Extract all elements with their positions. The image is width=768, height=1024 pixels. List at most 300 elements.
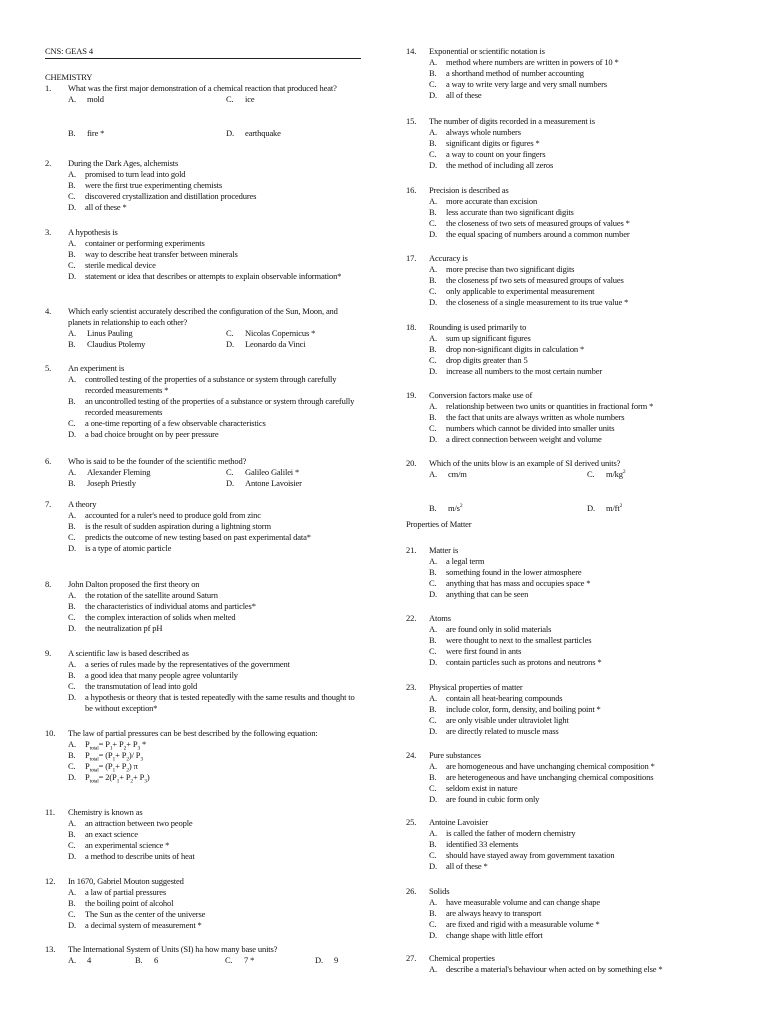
option-letter: D. (68, 202, 76, 212)
question-12 (45, 876, 361, 931)
question-5 (45, 363, 361, 440)
formula-text (85, 761, 361, 772)
formula-part: )/ P (128, 750, 141, 760)
option-text: 4 (87, 955, 92, 965)
option-letter: B. (429, 704, 437, 714)
option-text: drop non-significant digits in calculation * (446, 344, 585, 354)
answer-option (45, 829, 361, 840)
option-text: an attraction between two people (85, 818, 193, 828)
question-text: Atoms (429, 613, 451, 623)
option-letter: C. (429, 646, 437, 656)
answer-option (45, 543, 361, 554)
answer-option (406, 286, 726, 297)
answer-option (406, 704, 726, 715)
option-text: significant digits or figures * (446, 138, 540, 148)
option-letter: B. (429, 412, 437, 422)
answer-option (45, 396, 361, 418)
option-letter: A. (68, 818, 76, 828)
option-text: Antone Lavoisier (245, 478, 302, 488)
question-stem (406, 545, 726, 556)
option-letter: B. (68, 478, 76, 488)
option-letter: C. (429, 783, 437, 793)
formula-part: P (85, 761, 90, 771)
question-stem (45, 728, 361, 739)
question-2 (45, 158, 361, 213)
answer-option (406, 355, 726, 366)
answer-option (45, 532, 361, 543)
formula-part: 3 (140, 756, 143, 763)
option-text: is the result of sudden aspiration during a lightning storm (85, 521, 271, 531)
option-text: discovered crystallization and distillation procedures (85, 191, 257, 201)
option-text: anything that can be seen (446, 589, 529, 599)
option-text: a good idea that many people agree voluntarily (85, 670, 238, 680)
question-stem (406, 46, 726, 57)
option-letter: B. (429, 503, 437, 513)
option-text: The Sun as the center of the universe (85, 909, 206, 919)
formula-part: P (85, 739, 90, 749)
answer-option (45, 920, 361, 931)
option-letter: D. (68, 429, 76, 439)
formula-part: P (85, 750, 90, 760)
option-text: contain all heat-bearing compounds (446, 693, 563, 703)
option-text: a one-time reporting of a few observable characteristics (85, 418, 266, 428)
option-text: promised to turn lead into gold (85, 169, 186, 179)
answer-option (45, 681, 361, 692)
question-number: 3. (45, 227, 52, 237)
option-text: Leonardo da Vinci (245, 339, 306, 349)
question-8 (45, 579, 361, 634)
formula-part: total (89, 745, 99, 752)
formula-part: ) (146, 772, 150, 782)
option-text: were first found in ants (446, 646, 522, 656)
option-letter: D. (429, 229, 437, 239)
question-stem (406, 322, 726, 333)
option-letter: C. (226, 467, 234, 477)
option-text: 7 * (244, 955, 255, 965)
option-text: a direct connection between weight and volume (446, 434, 602, 444)
answer-option (406, 160, 726, 171)
answer-option (406, 839, 726, 850)
question-number: 27. (406, 953, 417, 963)
answer-option (406, 715, 726, 726)
option-letter: A. (68, 659, 76, 669)
question-stem (406, 817, 726, 828)
question-number: 6. (45, 456, 52, 466)
question-stem (406, 253, 726, 264)
option-letter: C. (226, 328, 234, 338)
option-text: more precise than two significant digits (446, 264, 575, 274)
option-letter: C. (429, 79, 437, 89)
option-letter: D. (68, 623, 76, 633)
option-letter: B. (68, 829, 76, 839)
question-7 (45, 499, 361, 554)
question-9 (45, 648, 361, 714)
unit-exponent: 2 (619, 503, 623, 510)
question-6 (45, 456, 361, 489)
formula-text (85, 739, 361, 750)
option-letter: D. (429, 366, 437, 376)
answer-option (406, 930, 726, 941)
option-letter: C. (68, 840, 76, 850)
question-3 (45, 227, 361, 282)
option-text: increase all numbers to the most certain number (446, 366, 603, 376)
option-text: only applicable to experimental measurement (446, 286, 595, 296)
question-text: The number of digits recorded in a measurement is (429, 116, 595, 126)
option-letter: B. (68, 670, 76, 680)
formula-part: 2 (126, 767, 129, 774)
option-letter: D. (429, 930, 437, 940)
option-text: a law of partial pressures (85, 887, 167, 897)
option-text: have measurable volume and can change shape (446, 897, 601, 907)
question-number: 25. (406, 817, 417, 827)
question-stem (45, 83, 361, 94)
option-text: the transmutation of lead into gold (85, 681, 198, 691)
formula-part: + P (115, 761, 127, 771)
option-letter: A. (429, 401, 437, 411)
option-text: controlled testing of the properties of a substance or system through carefully recorded measurements * (85, 374, 337, 395)
formula-option (45, 739, 361, 750)
answer-option (45, 429, 361, 440)
question-number: 26. (406, 886, 417, 896)
option-text: are found in cubic form only (446, 794, 540, 804)
option-text: an experimental science * (85, 840, 170, 850)
option-text: are only visible under ultraviolet light (446, 715, 569, 725)
option-text: the equal spacing of numbers around a common number (446, 229, 630, 239)
option-letter: D. (429, 297, 437, 307)
answer-option (45, 374, 361, 396)
answer-option (406, 196, 726, 207)
formula-part: * (140, 739, 147, 749)
option-text: the closeness of a single measurement to its true value * (446, 297, 629, 307)
option-text: all of these (446, 90, 482, 100)
option-letter: B. (135, 955, 143, 965)
formula-part: ) π (128, 761, 138, 771)
question-stem (406, 953, 726, 964)
unit-text: m/s (448, 503, 460, 513)
answer-option (226, 128, 376, 139)
header-rule (45, 58, 361, 59)
option-letter: C. (68, 260, 76, 270)
option-letter: A. (68, 739, 76, 749)
course-header: CNS: GEAS 4 (45, 46, 93, 56)
option-text: the closeness pf two sets of measured groups of values (446, 275, 624, 285)
formula-part: 2 (126, 756, 129, 763)
option-text: sum up significant figures (446, 333, 531, 343)
question-stem (45, 306, 361, 328)
question-24 (406, 750, 726, 805)
answer-option (68, 955, 135, 966)
option-letter: D. (587, 503, 595, 513)
option-text: the boiling point of alcohol (85, 898, 174, 908)
answer-option (406, 861, 726, 872)
question-stem (45, 158, 361, 169)
option-text: change shape with little effort (446, 930, 543, 940)
answer-option (406, 624, 726, 635)
option-text: were the first true experimenting chemists (85, 180, 222, 190)
option-text: all of these * (85, 202, 127, 212)
answer-option (406, 772, 726, 783)
option-letter: D. (68, 271, 76, 281)
formula-part: total (89, 778, 99, 785)
question-1 (45, 83, 361, 139)
option-text: something found in the lower atmosphere (446, 567, 582, 577)
option-text: the characteristics of individual atoms and particles* (85, 601, 256, 611)
answer-option (45, 169, 361, 180)
option-letter: A. (429, 127, 437, 137)
option-letter: B. (429, 207, 437, 217)
option-text: are found only in solid materials (446, 624, 552, 634)
option-letter: B. (429, 344, 437, 354)
question-number: 24. (406, 750, 417, 760)
option-letter: D. (68, 692, 76, 702)
answer-option (406, 423, 726, 434)
question-number: 23. (406, 682, 417, 692)
question-text: A theory (68, 499, 97, 509)
answer-option (406, 366, 726, 377)
answer-option (68, 467, 226, 478)
option-text: Joseph Priestly (87, 478, 136, 488)
answer-option (406, 333, 726, 344)
question-stem (45, 944, 361, 955)
answer-option (429, 503, 587, 514)
option-text: Alexander Fleming (87, 467, 151, 477)
question-text: A scientific law is based described as (68, 648, 189, 658)
question-number: 8. (45, 579, 52, 589)
option-letter: A. (68, 328, 76, 338)
option-letter: B. (429, 839, 437, 849)
option-letter: B. (429, 567, 437, 577)
question-21 (406, 545, 726, 600)
option-letter: A. (429, 624, 437, 634)
answer-option (406, 434, 726, 445)
formula-part: P (85, 772, 90, 782)
question-number: 18. (406, 322, 417, 332)
option-letter: B. (429, 635, 437, 645)
formula-part: total (89, 767, 99, 774)
question-text: Chemical properties (429, 953, 495, 963)
option-letter: B. (429, 772, 437, 782)
question-number: 5. (45, 363, 52, 373)
option-text (448, 469, 467, 480)
formula-part: 1 (112, 756, 116, 763)
formula-part: 1 (116, 778, 120, 785)
question-text: In 1670, Gabriel Mouton suggested (68, 876, 184, 886)
question-17 (406, 253, 726, 308)
question-text: A hypothesis is (68, 227, 118, 237)
question-16 (406, 185, 726, 240)
option-letter: D. (68, 851, 76, 861)
option-text: anything that has mass and occupies space * (446, 578, 591, 588)
question-number: 1. (45, 83, 52, 93)
question-text: The law of partial pressures can be best described by the following equation: (68, 728, 318, 738)
option-letter: A. (68, 590, 76, 600)
answer-option (429, 469, 587, 480)
option-letter: C. (429, 578, 437, 588)
option-letter: A. (429, 333, 437, 343)
question-stem (406, 458, 726, 469)
option-letter: D. (429, 657, 437, 667)
formula-part: + P (115, 750, 127, 760)
option-letter: B. (68, 750, 76, 760)
option-letter: C. (226, 94, 234, 104)
question-number: 16. (406, 185, 417, 195)
option-letter: C. (429, 423, 437, 433)
answer-option (68, 339, 226, 350)
option-text: accounted for a ruler's need to produce gold from zinc (85, 510, 261, 520)
question-number: 22. (406, 613, 417, 623)
option-text: a hypothesis or theory that is tested repeatedly with the same results and thought to be without exception* (85, 692, 355, 713)
option-text: a way to write very large and very small numbers (446, 79, 607, 89)
question-number: 11. (45, 807, 55, 817)
option-text (448, 503, 462, 514)
formula-part: = 2(P (98, 772, 117, 782)
answer-option (68, 478, 226, 489)
option-letter: A. (429, 828, 437, 838)
option-letter: A. (68, 887, 76, 897)
question-stem (406, 116, 726, 127)
question-25 (406, 817, 726, 872)
option-letter: B. (68, 128, 76, 138)
option-letter: D. (226, 478, 234, 488)
answer-option (226, 478, 376, 489)
answer-option (406, 127, 726, 138)
option-letter: B. (429, 68, 437, 78)
question-stem (45, 363, 361, 374)
option-letter: A. (429, 897, 437, 907)
answer-option (226, 94, 376, 105)
unit-exponent: 2 (459, 503, 463, 510)
question-text: Who is said to be the founder of the scientific method? (68, 456, 247, 466)
answer-option (406, 828, 726, 839)
question-20 (406, 458, 726, 514)
answer-option (406, 229, 726, 240)
option-text: is a type of atomic particle (85, 543, 172, 553)
answer-option (45, 249, 361, 260)
answer-option (45, 623, 361, 634)
option-letter: D. (68, 772, 76, 782)
question-text: What was the first major demonstration of a chemical reaction that produced heat? (68, 83, 337, 93)
option-letter: A. (68, 467, 76, 477)
option-text (606, 503, 622, 514)
answer-option (45, 692, 361, 714)
answer-option (45, 887, 361, 898)
answer-option (406, 218, 726, 229)
answer-option (45, 898, 361, 909)
question-27 (406, 953, 726, 975)
question-text: John Dalton proposed the first theory on (68, 579, 200, 589)
option-letter: B. (429, 275, 437, 285)
question-stem (45, 227, 361, 238)
answer-grid (45, 328, 361, 350)
answer-option (226, 328, 376, 339)
question-number: 7. (45, 499, 52, 509)
answer-row (45, 955, 361, 966)
option-text: seldom exist in nature (446, 783, 518, 793)
question-4 (45, 306, 361, 350)
answer-option (406, 275, 726, 286)
option-text: fire * (87, 128, 105, 138)
question-number: 19. (406, 390, 417, 400)
option-letter: D. (68, 543, 76, 553)
answer-option (315, 955, 355, 966)
question-stem (45, 807, 361, 818)
question-number: 20. (406, 458, 417, 468)
option-letter: D. (429, 861, 437, 871)
option-text: were thought to next to the smallest particles (446, 635, 592, 645)
answer-option (45, 238, 361, 249)
option-text: numbers which cannot be divided into smaller units (446, 423, 615, 433)
question-text: Rounding is used primarily to (429, 322, 527, 332)
question-19 (406, 390, 726, 445)
question-stem (406, 750, 726, 761)
option-text: the neutralization pf pH (85, 623, 163, 633)
formula-text (85, 750, 361, 761)
formula-part: 3 (144, 778, 147, 785)
question-10 (45, 728, 361, 783)
question-23 (406, 682, 726, 737)
option-letter: D. (429, 90, 437, 100)
answer-option (406, 567, 726, 578)
option-letter: C. (429, 919, 437, 929)
answer-grid (45, 467, 361, 489)
answer-option (45, 909, 361, 920)
answer-option (406, 344, 726, 355)
option-text: are homogeneous and have unchanging chemical composition * (446, 761, 655, 771)
option-text: the rotation of the satellite around Saturn (85, 590, 218, 600)
answer-option (45, 202, 361, 213)
option-letter: D. (429, 160, 437, 170)
answer-option (406, 578, 726, 589)
formula-part: + P (112, 739, 124, 749)
question-stem (406, 682, 726, 693)
option-letter: D. (68, 920, 76, 930)
option-letter: C. (225, 955, 233, 965)
formula-part: 1 (112, 767, 116, 774)
option-text: a bad choice brought on by peer pressure (85, 429, 219, 439)
answer-grid (406, 469, 726, 514)
option-letter: B. (68, 521, 76, 531)
answer-option (225, 955, 315, 966)
option-text: always whole numbers (446, 127, 521, 137)
option-text: predicts the outcome of new testing based on past experimental data* (85, 532, 311, 542)
option-letter: A. (429, 196, 437, 206)
option-letter: A. (429, 964, 437, 974)
option-text: an uncontrolled testing of the properties of a substance or system through carefully recorded measurements (85, 396, 355, 417)
formula-option (45, 761, 361, 772)
formula-part: 1 (109, 745, 113, 752)
answer-option (68, 128, 226, 139)
answer-option (406, 556, 726, 567)
option-text: a series of rules made by the representatives of the government (85, 659, 290, 669)
question-number: 14. (406, 46, 417, 56)
answer-option (226, 339, 376, 350)
option-letter: B. (429, 908, 437, 918)
answer-option (406, 783, 726, 794)
question-text: Chemistry is known as (68, 807, 143, 817)
option-letter: A. (68, 374, 76, 384)
question-22 (406, 613, 726, 668)
option-text: the method of including all zeros (446, 160, 554, 170)
option-letter: A. (429, 693, 437, 703)
formula-part: 2 (130, 778, 134, 785)
option-letter: D. (429, 589, 437, 599)
option-text: describe a material's behaviour when acted on by something else * (446, 964, 663, 974)
option-letter: D. (429, 726, 437, 736)
option-text: Linus Pauling (87, 328, 133, 338)
formula-part: + P (126, 739, 138, 749)
formula-part: + P (133, 772, 145, 782)
question-text: An experiment is (68, 363, 125, 373)
